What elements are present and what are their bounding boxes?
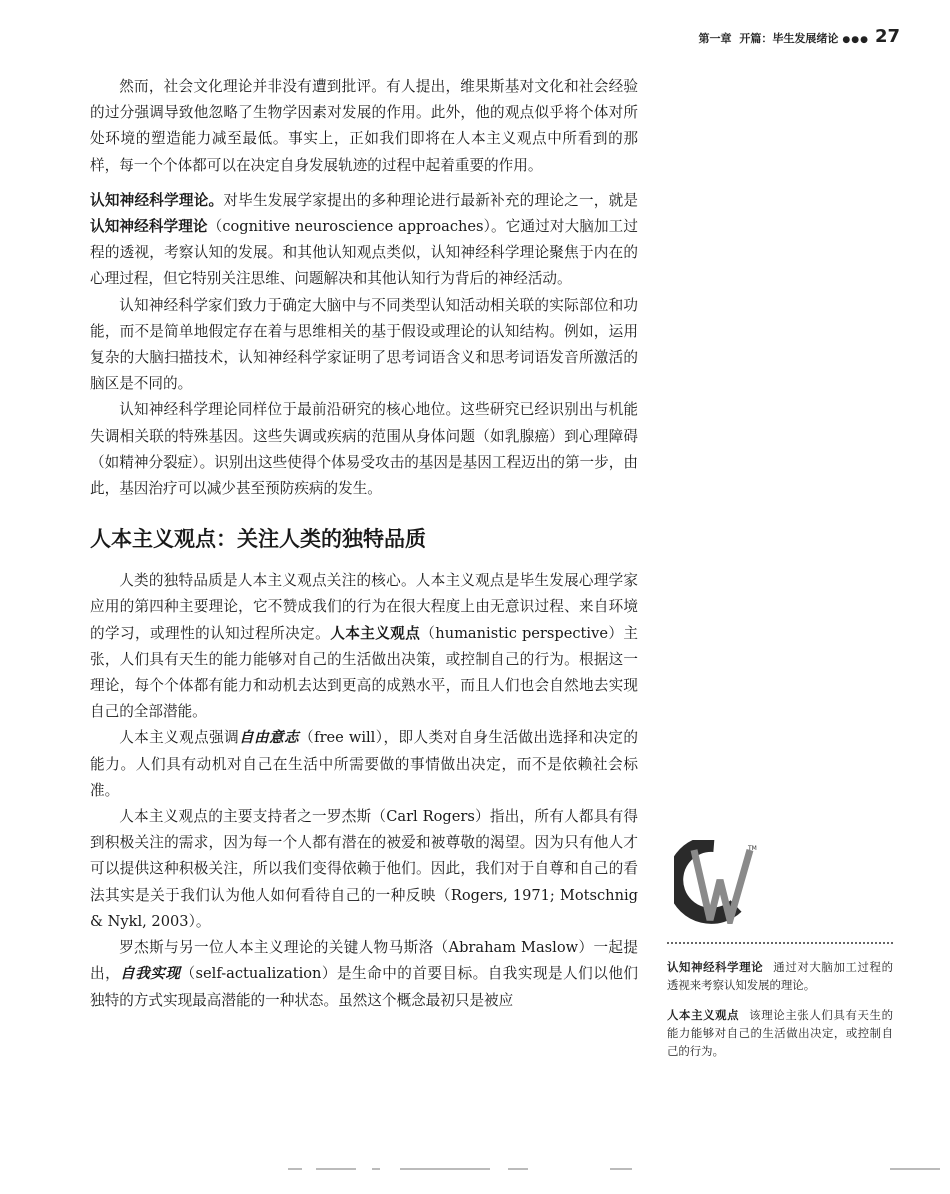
glossary-term: 人本主义观点 [667,1008,740,1022]
key-term-humanistic: 人本主义观点 [330,624,421,642]
header-dots-icon: ●●● [842,35,869,45]
artifact-line [508,1168,528,1170]
logo-tm-mark: TM [748,845,757,852]
page-number: 27 [874,26,900,47]
text-run: （cognitive neuroscience approaches）。它通过对大脑加工过程的透视，考察认知的发展。和其他认知观点类似，认知神经科学理论聚焦于内在的心理过程，但它特别关注思维、问题解决和其他认知行为背后的神经活动。 [90,218,638,288]
paragraph-brain-regions: 认知神经科学家们致力于确定大脑中与不同类型认知活动相关联的实际部位和功能，而不是简单地假定存在着与思维相关的基于假设或理论的认知结构。例如，运用复杂的大脑扫描技术，认知神经科学家证明了思考词语含义和思考词语发音所激活的脑区是不同的。 [90,296,638,393]
section-heading-humanistic: 人本主义观点：关注人类的独特品质 [90,527,426,552]
glossary-definition: 该理论主张人们具有天生的能力能够对自己的生活做出决定，或控制自己的行为。 [667,1008,893,1058]
header-spacer [734,32,738,45]
section-lead-cognitive-neuroscience: 认知神经科学理论。 [90,191,224,209]
cw-logo-icon [674,840,762,924]
key-term-cognitive-neuroscience: 认知神经科学理论 [90,218,208,236]
artifact-line [372,1168,380,1170]
part-label: 开篇：毕生发展绪论 [739,32,839,45]
artifact-line [400,1168,490,1170]
glossary-term: 认知神经科学理论 [667,960,764,974]
text-run: 罗杰斯与另一位人本主义理论的关键人物马斯洛（Abraham Maslow）一起提出， [90,939,638,983]
glossary-entry-cognitive-neuroscience [667,958,893,994]
margin-glossary [667,942,893,1072]
glossary-definition: 通过对大脑加工过程的透视来考察认知发展的理论。 [667,960,893,992]
scan-artifacts [280,1166,950,1172]
artifact-line [316,1168,356,1170]
key-term-self-actualization: 自我实现 [120,965,181,983]
text-run: （free will），即人类对自身生活做出选择和决定的能力。人们具有动机对自己在生活中所需要做的事情做出决定，而不是依赖社会标准。 [90,729,638,799]
artifact-line [890,1168,940,1170]
artifact-line [610,1168,632,1170]
paragraph-cognitive-neuroscience-intro [90,188,638,293]
artifact-line [288,1168,302,1170]
text-run: （humanistic perspective）主张，人们具有天生的能力能够对自己的生活做出决策，或控制自己的行为。根据这一理论，每个个体都有能力和动机去达到更高的成熟水平，而且人们也会自然地去实现自己的全部潜能。 [90,624,638,721]
chapter-label: 第一章 [698,32,732,45]
text-run: 人类的独特品质是人本主义观点关注的核心。人本主义观点是毕生发展心理学家应用的第四种主要理论，它不赞成我们的行为在很大程度上由无意识过程、来自环境的学习，或理性的认知过程所决定。 [90,572,638,642]
key-term-free-will: 自由意志 [239,729,300,747]
paragraph-maslow [90,935,638,1014]
main-text-column [90,74,638,1014]
paragraph-free-will [90,725,638,804]
text-run: 人本主义观点强调 [119,729,240,747]
paragraph-rogers: 人本主义观点的主要支持者之一罗杰斯（Carl Rogers）指出，所有人都具有得到积极关注的需求，因为每一个人都有潜在的被爱和被尊敬的渴望。因为只有他人才可以提供这种积极关注，所以我们变得依赖于他们。因此，我们对于自尊和自己的看法其实是关于我们认为他人如何看待自己的一种反映（Rogers, 1971; Motschnig & Nykl, 2003）。 [90,808,638,930]
glossary-entry-humanistic [667,1006,893,1060]
paragraph-sociocultural-critique: 然而，社会文化理论并非没有遭到批评。有人提出，维果斯基对文化和社会经验的过分强调导致他忽略了生物学因素对发展的作用。此外，他的观点似乎将个体对所处环境的塑造能力减至最低。事实上，正如我们即将在人本主义观点中所看到的那样，每一个个体都可以在决定自身发展轨迹的过程中起着重要的作用。 [90,78,638,174]
text-run: 对毕生发展学家提出的多种理论进行最新补充的理论之一，就是 [223,191,638,209]
text-run: （self-actualization）是生命中的首要目标。自我实现是人们以他们独特的方式实现最高潜能的一种状态。虽然这个概念最初只是被应 [90,965,638,1009]
running-header [699,26,900,47]
glossary-dotted-divider [667,942,893,944]
paragraph-genes: 认知神经科学理论同样位于最前沿研究的核心地位。这些研究已经识别出与机能失调相关联的特殊基因。这些失调或疾病的范围从身体问题（如乳腺癌）到心理障碍（如精神分裂症）。识别出这些使得个体易受攻击的基因是基因工程迈出的第一步，由此，基因治疗可以减少甚至预防疾病的发生。 [90,401,638,498]
paragraph-humanistic-intro [90,568,638,725]
